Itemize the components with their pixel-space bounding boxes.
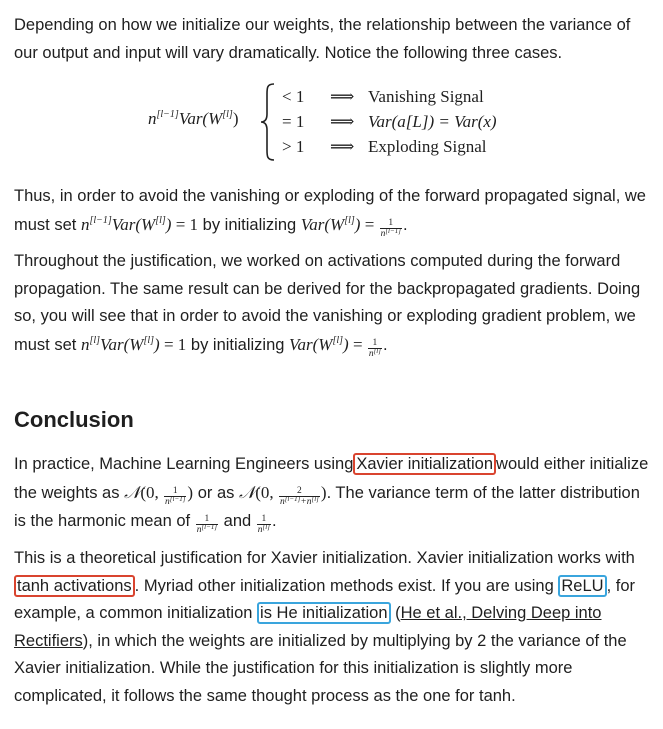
case-row-vanishing: < 1 ⟹ Vanishing Signal — [282, 87, 484, 106]
throughout-line-1: Throughout the justification, we worked on activations computed during the forward — [14, 252, 621, 270]
harmonic-term-2: $\frac{1}{n^{[l]}}$ — [257, 514, 270, 535]
case-row-equal: = 1 ⟹ Var(a[L]) = Var(x) — [282, 112, 497, 131]
throughout-init-formula: Var(W[l]) = $\frac{1}{n^{[l]}}$ — [289, 334, 381, 359]
variance-cases-equation — [0, 82, 663, 162]
throughout-condition-formula: n[l]Var(W[l]) = 1 — [80, 334, 187, 354]
he-initialization-highlight: is He initialization — [257, 602, 390, 624]
equation-lhs: n[l−1]Var(W[l]) — [148, 109, 239, 128]
case-row-exploding: > 1 ⟹ Exploding Signal — [282, 137, 487, 156]
intro-line-2: our output and input will vary dramatically. Notice the following three cases. — [14, 43, 563, 62]
thus-line-1: Thus, in order to avoid the vanishing or exploding of the forward propagated signal, we — [14, 187, 646, 205]
intro-paragraph — [14, 12, 654, 67]
conclusion-paragraph-1: In practice, Machine Learning Engineers using Xavier initialization would either initialize the weights as 𝒩(0, $\frac{1}{n^{[l-1]}}$ ) or as 𝒩(0, $\frac{2}{n^{[l-1]}+n^{[l]}}$ ). The variance term of the latter distribution is the harmonic mean of $\frac{1}{n^{[l-1]}}$ and $\frac{1}{n^{[l]}}$ . — [14, 455, 649, 535]
conclusion-paragraph-2: This is a theoretical justification for Xavier initialization. Xavier initialization works with tanh activations . Myriad other initialization methods exist. If you are using ReLU , for example, a common initialization is He initialization (He et al., Delving Deep into Rectifiers), in which the weights are initialized by multiplying by 2 the variance of the Xavier initialization. While the justification for this initialization is slightly more complicated, it follows the same thought process as the one for tanh. — [14, 549, 635, 705]
intro-line-1: Depending on how we initialize our weights, the relationship between the variance of — [14, 16, 631, 34]
xavier-harmonic-formula: 𝒩(0, $\frac{2}{n^{[l-1]}+n^{[l]}}$ ) — [238, 482, 327, 507]
harmonic-term-1: $\frac{1}{n^{[l-1]}}$ — [196, 514, 218, 535]
he-paper-link-continued[interactable]: Rectifiers — [14, 631, 83, 650]
thus-paragraph: Thus, in order to avoid the vanishing or exploding of the forward propagated signal, we must set n[l−1]Var(W[l]) = 1 by initializing Var(W[l]) = $\frac{1}{n^{[l-1]}}$ . — [14, 187, 646, 239]
xavier-normal-formula: 𝒩(0, $\frac{1}{n^{[l-1]}}$ ) — [124, 482, 194, 507]
throughout-line-3: so, you will see that in order to avoid the vanishing or exploding gradient problem, we — [14, 307, 636, 325]
xavier-initialization-highlight: Xavier initialization — [353, 453, 496, 475]
thus-condition-formula: n[l−1]Var(W[l]) = 1 — [80, 214, 199, 234]
throughout-line-2: propagation. The same result can be derived for the backpropagated gradients. Doing — [14, 279, 641, 298]
thus-init-formula: Var(W[l]) = $\frac{1}{n^{[l-1]}}$ — [300, 214, 401, 239]
left-brace — [258, 82, 278, 162]
conclusion-heading: Conclusion — [14, 407, 134, 432]
he-paper-link[interactable]: He et al., Delving Deep into — [400, 604, 602, 622]
tanh-activations-highlight: tanh activations — [14, 575, 135, 597]
throughout-paragraph: Throughout the justification, we worked on activations computed during the forward propagation. The same result can be derived for the backpropagated gradients. Doing so, you will see that in order to avoid the vanishing or exploding gradient problem, we must set n[l]Var(W[l]) = 1 by initializing Var(W[l]) = $\frac{1}{n^{[l]}}$ . — [14, 252, 641, 359]
relu-highlight: ReLU — [558, 575, 606, 597]
